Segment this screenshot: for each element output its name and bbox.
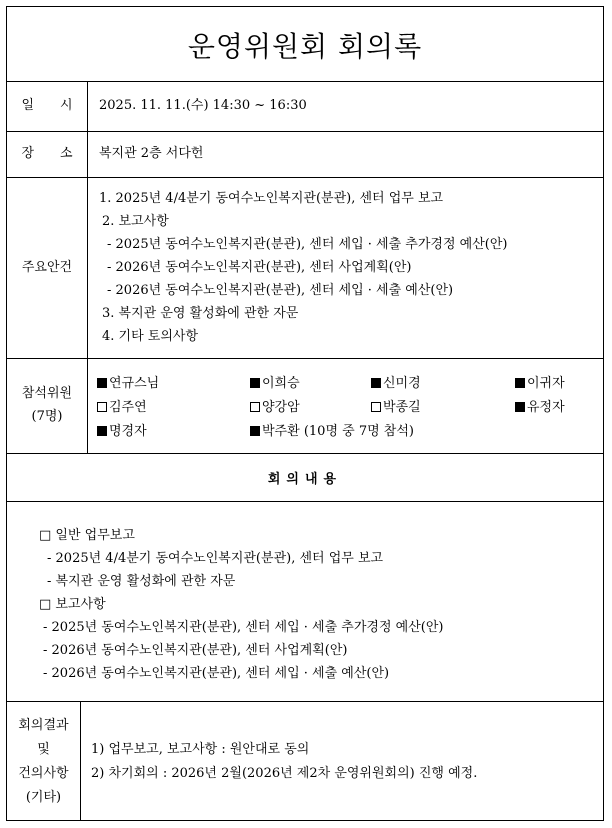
divider xyxy=(7,358,603,359)
content-line: - 복지관 운영 활성화에 관한 자문 xyxy=(47,574,236,589)
attendee-name: 박종길 xyxy=(383,400,421,415)
checkbox-icon xyxy=(515,378,525,388)
attendee-name: 연규스님 xyxy=(109,376,160,391)
result-label: 회의결과 xyxy=(18,718,69,733)
agenda-item: 2. 보고사항 xyxy=(102,214,169,229)
content-line: - 2025년 동여수노인복지관(분관), 센터 세입 · 세출 추가경정 예산(안) xyxy=(43,620,444,635)
attendee-name: 이귀자 xyxy=(527,376,565,391)
content-line: □ 보고사항 xyxy=(39,597,106,612)
attendee xyxy=(250,397,300,419)
attendee xyxy=(97,373,159,395)
place-value: 복지관 2층 서다헌 xyxy=(99,146,204,161)
date-value: 2025. 11. 11.(수) 14:30 ~ 16:30 xyxy=(99,98,307,113)
attendee-name: 김주연 xyxy=(109,400,147,415)
attendee-name: 명경자 xyxy=(109,424,147,439)
agenda-item: 1. 2025년 4/4분기 동여수노인복지관(분관), 센터 업무 보고 xyxy=(99,191,444,206)
attendee-name: 이희승 xyxy=(262,376,300,391)
checkbox-icon xyxy=(97,378,107,388)
attendee xyxy=(371,397,421,419)
checkbox-icon xyxy=(515,402,525,412)
column-divider xyxy=(80,701,81,820)
attendees-count: (7명) xyxy=(31,409,63,424)
minutes-table xyxy=(6,6,604,821)
checkbox-icon xyxy=(97,402,107,412)
agenda-item: 4. 기타 토의사항 xyxy=(102,329,199,344)
agenda-item: - 2026년 동여수노인복지관(분관), 센터 세입 · 세출 예산(안) xyxy=(107,283,454,298)
result-label: 건의사항 xyxy=(18,766,69,781)
attendance-summary: (10명 중 7명 참석) xyxy=(303,424,414,439)
checkbox-icon xyxy=(371,402,381,412)
divider xyxy=(7,501,603,502)
attendee xyxy=(97,421,147,443)
checkbox-icon xyxy=(97,426,107,436)
divider xyxy=(7,701,603,702)
agenda-label: 주요안건 xyxy=(21,260,73,275)
content-line: - 2026년 동여수노인복지관(분관), 센터 사업계획(안) xyxy=(43,643,348,658)
date-label: 일 시 xyxy=(21,98,73,113)
agenda-item: 3. 복지관 운영 활성화에 관한 자문 xyxy=(102,306,299,321)
attendee-name: 박주환 xyxy=(262,424,300,439)
attendee-name: 양강암 xyxy=(262,400,300,415)
checkbox-icon xyxy=(250,378,260,388)
attendee xyxy=(515,373,565,395)
divider xyxy=(7,177,603,178)
attendee xyxy=(515,397,565,419)
attendee xyxy=(250,373,300,395)
result-item: 2) 차기회의 : 2026년 2월(2026년 제2차 운영위원회의) 진행 예정. xyxy=(91,766,478,781)
checkbox-icon xyxy=(250,402,260,412)
agenda-item: - 2025년 동여수노인복지관(분관), 센터 세입 · 세출 추가경정 예산(안) xyxy=(107,237,508,252)
attendee-name: 유정자 xyxy=(527,400,565,415)
checkbox-icon xyxy=(250,426,260,436)
checkbox-icon xyxy=(371,378,381,388)
divider xyxy=(7,81,603,82)
result-label: 및 xyxy=(37,742,50,757)
content-line: - 2025년 4/4분기 동여수노인복지관(분관), 센터 업무 보고 xyxy=(47,551,384,566)
attendee xyxy=(371,373,421,395)
attendee-name: 신미경 xyxy=(383,376,421,391)
result-item: 1) 업무보고, 보고사항 : 원안대로 동의 xyxy=(91,742,310,757)
content-heading: 회의내용 xyxy=(267,472,343,487)
divider xyxy=(7,453,603,454)
agenda-item: - 2026년 동여수노인복지관(분관), 센터 사업계획(안) xyxy=(107,260,412,275)
attendees-label: 참석위원 xyxy=(21,386,73,401)
column-divider xyxy=(87,81,88,453)
result-label: (기타) xyxy=(25,790,62,805)
content-line: □ 일반 업무보고 xyxy=(39,528,135,543)
place-label: 장 소 xyxy=(21,146,73,161)
divider xyxy=(7,131,603,132)
attendee xyxy=(97,397,147,419)
content-line: - 2026년 동여수노인복지관(분관), 센터 세입 · 세출 예산(안) xyxy=(43,666,390,681)
attendee xyxy=(250,421,414,443)
page-title: 운영위원회 회의록 xyxy=(187,30,423,63)
